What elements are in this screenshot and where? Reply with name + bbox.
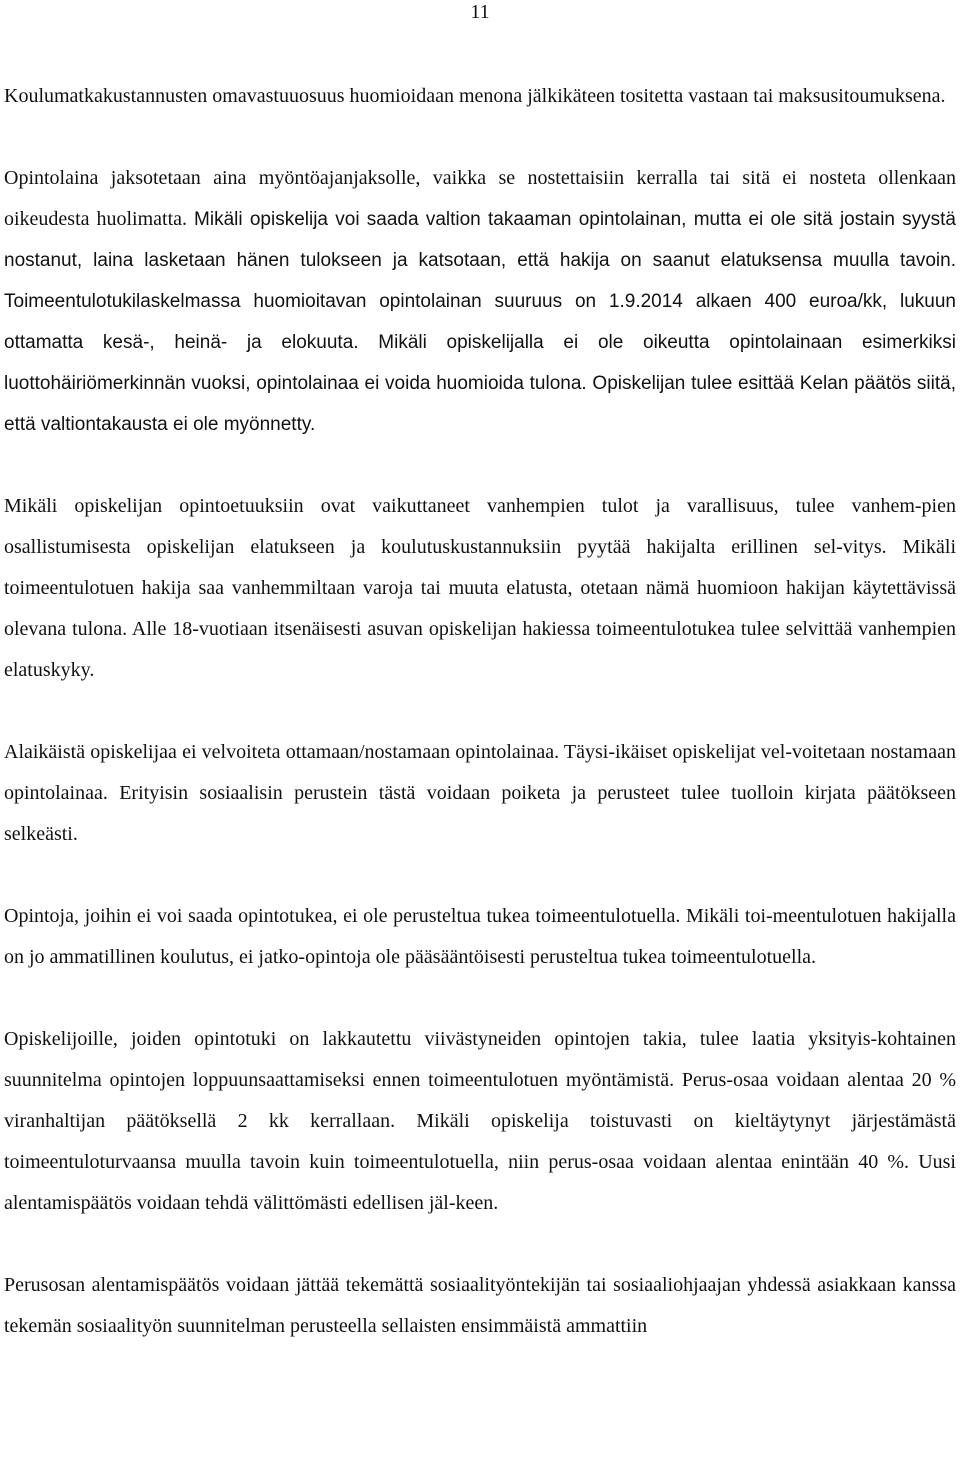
paragraph-text: Opintoja, joihin ei voi saada opintotukea, ei ole perusteltua tukea toimeentulotuella. Mikäli toi-meentulotuen hakijalla on jo ammatillinen koulutus, ei jatko-opintoja ole pääsääntöisesti perusteltua tukea toimeentulotuella. [4, 905, 956, 968]
paragraph-text: Alaikäistä opiskelijaa ei velvoiteta ottamaan/nostamaan opintolainaa. Täysi-ikäiset opiskelijat vel-voitetaan nostamaan opintolainaa. Erityisin sosiaalisin perustein tästä voidaan poiketa ja perusteet tulee tuolloin kirjata päätökseen selkeästi. [4, 741, 956, 845]
paragraph-text: Opintolaina jaksotetaan aina myöntöajanjaksolle, vaikka se nostettaisiin kerralla tai sitä ei nosteta ollenkaan oikeudesta huolimatta. [4, 167, 956, 230]
paragraph-text: Perusosan alentamispäätös voidaan jättää tekemättä sosiaalityöntekijän tai sosiaaliohjaajan yhdessä asiakkaan kanssa tekemän sosiaalityön suunnitelman perusteella sellaisten ensimmäistä ammattiin [4, 1274, 956, 1337]
paragraph-school-travel-costs [4, 76, 956, 117]
paragraph-unsupported-studies [4, 896, 956, 978]
paragraph-parents-income [4, 486, 956, 691]
paragraph-reduction-decision [4, 1265, 956, 1347]
paragraph-terminated-support [4, 1019, 956, 1224]
paragraph-minor-students [4, 732, 956, 855]
paragraph-text: Mikäli opiskelijan opintoetuuksiin ovat vaikuttaneet vanhempien tulot ja varallisuus, tulee vanhem-pien osallistumisesta opiskelijan elatukseen ja koulutuskustannuksiin pyytää hakijalta erillinen sel-vitys. Mikäli toimeentulotuen hakija saa vanhemmiltaan varoja tai muuta elatusta, otetaan nämä huomioon hakijan käytettävissä olevana tulona. Alle 18-vuotiaan itsenäisesti asuvan opiskelijan hakiessa toimeentulotukea tulee selvittää vanhempien elatuskyky. [4, 495, 956, 681]
paragraph-study-loan [4, 158, 956, 445]
paragraph-text: Koulumatkakustannusten omavastuuosuus huomioidaan menona jälkikäteen tositetta vastaan tai maksusitoumuksena. [4, 85, 946, 107]
page-number: 11 [470, 1, 490, 23]
paragraph-text: Opiskelijoille, joiden opintotuki on lakkautettu viivästyneiden opintojen takia, tulee laatia yksityis-kohtainen suunnitelma opintojen loppuunsaattamiseksi ennen toimeentulotuen myöntämistä. Perus-osaa voidaan alentaa 20 % viranhaltijan päätöksellä 2 kk kerrallaan. Mikäli opiskelija toistuvasti on kieltäytynyt järjestämästä toimeentuloturvaansa muulla tavoin kuin toimeentulotuella, niin perus-osaa voidaan alentaa enintään 40 %. Uusi alentamispäätös voidaan tehdä välittömästi edellisen jäl-keen. [4, 1028, 956, 1214]
document-body [4, 76, 956, 1388]
paragraph-text-sans: Mikäli opiskelija voi saada valtion takaaman opintolainan, mutta ei ole sitä jostain syystä nostanut, laina lasketaan hänen tulokseen ja katsotaan, että hakija on saanut elatuksensa muulla tavoin. Toimeentulotukilaskelmassa huomioitavan opintolainan suuruus on 1.9.2014 alkaen 400 euroa/kk, lukuun ottamatta kesä-, heinä- ja elokuuta. Mikäli opiskelijalla ei ole oikeutta opintolainaan esimerkiksi luottohäiriömerkinnän vuoksi, opintolainaa ei voida huomioida tulona. Opiskelijan tulee esittää Kelan päätös siitä, että valtiontakausta ei ole myönnetty. [4, 209, 956, 435]
